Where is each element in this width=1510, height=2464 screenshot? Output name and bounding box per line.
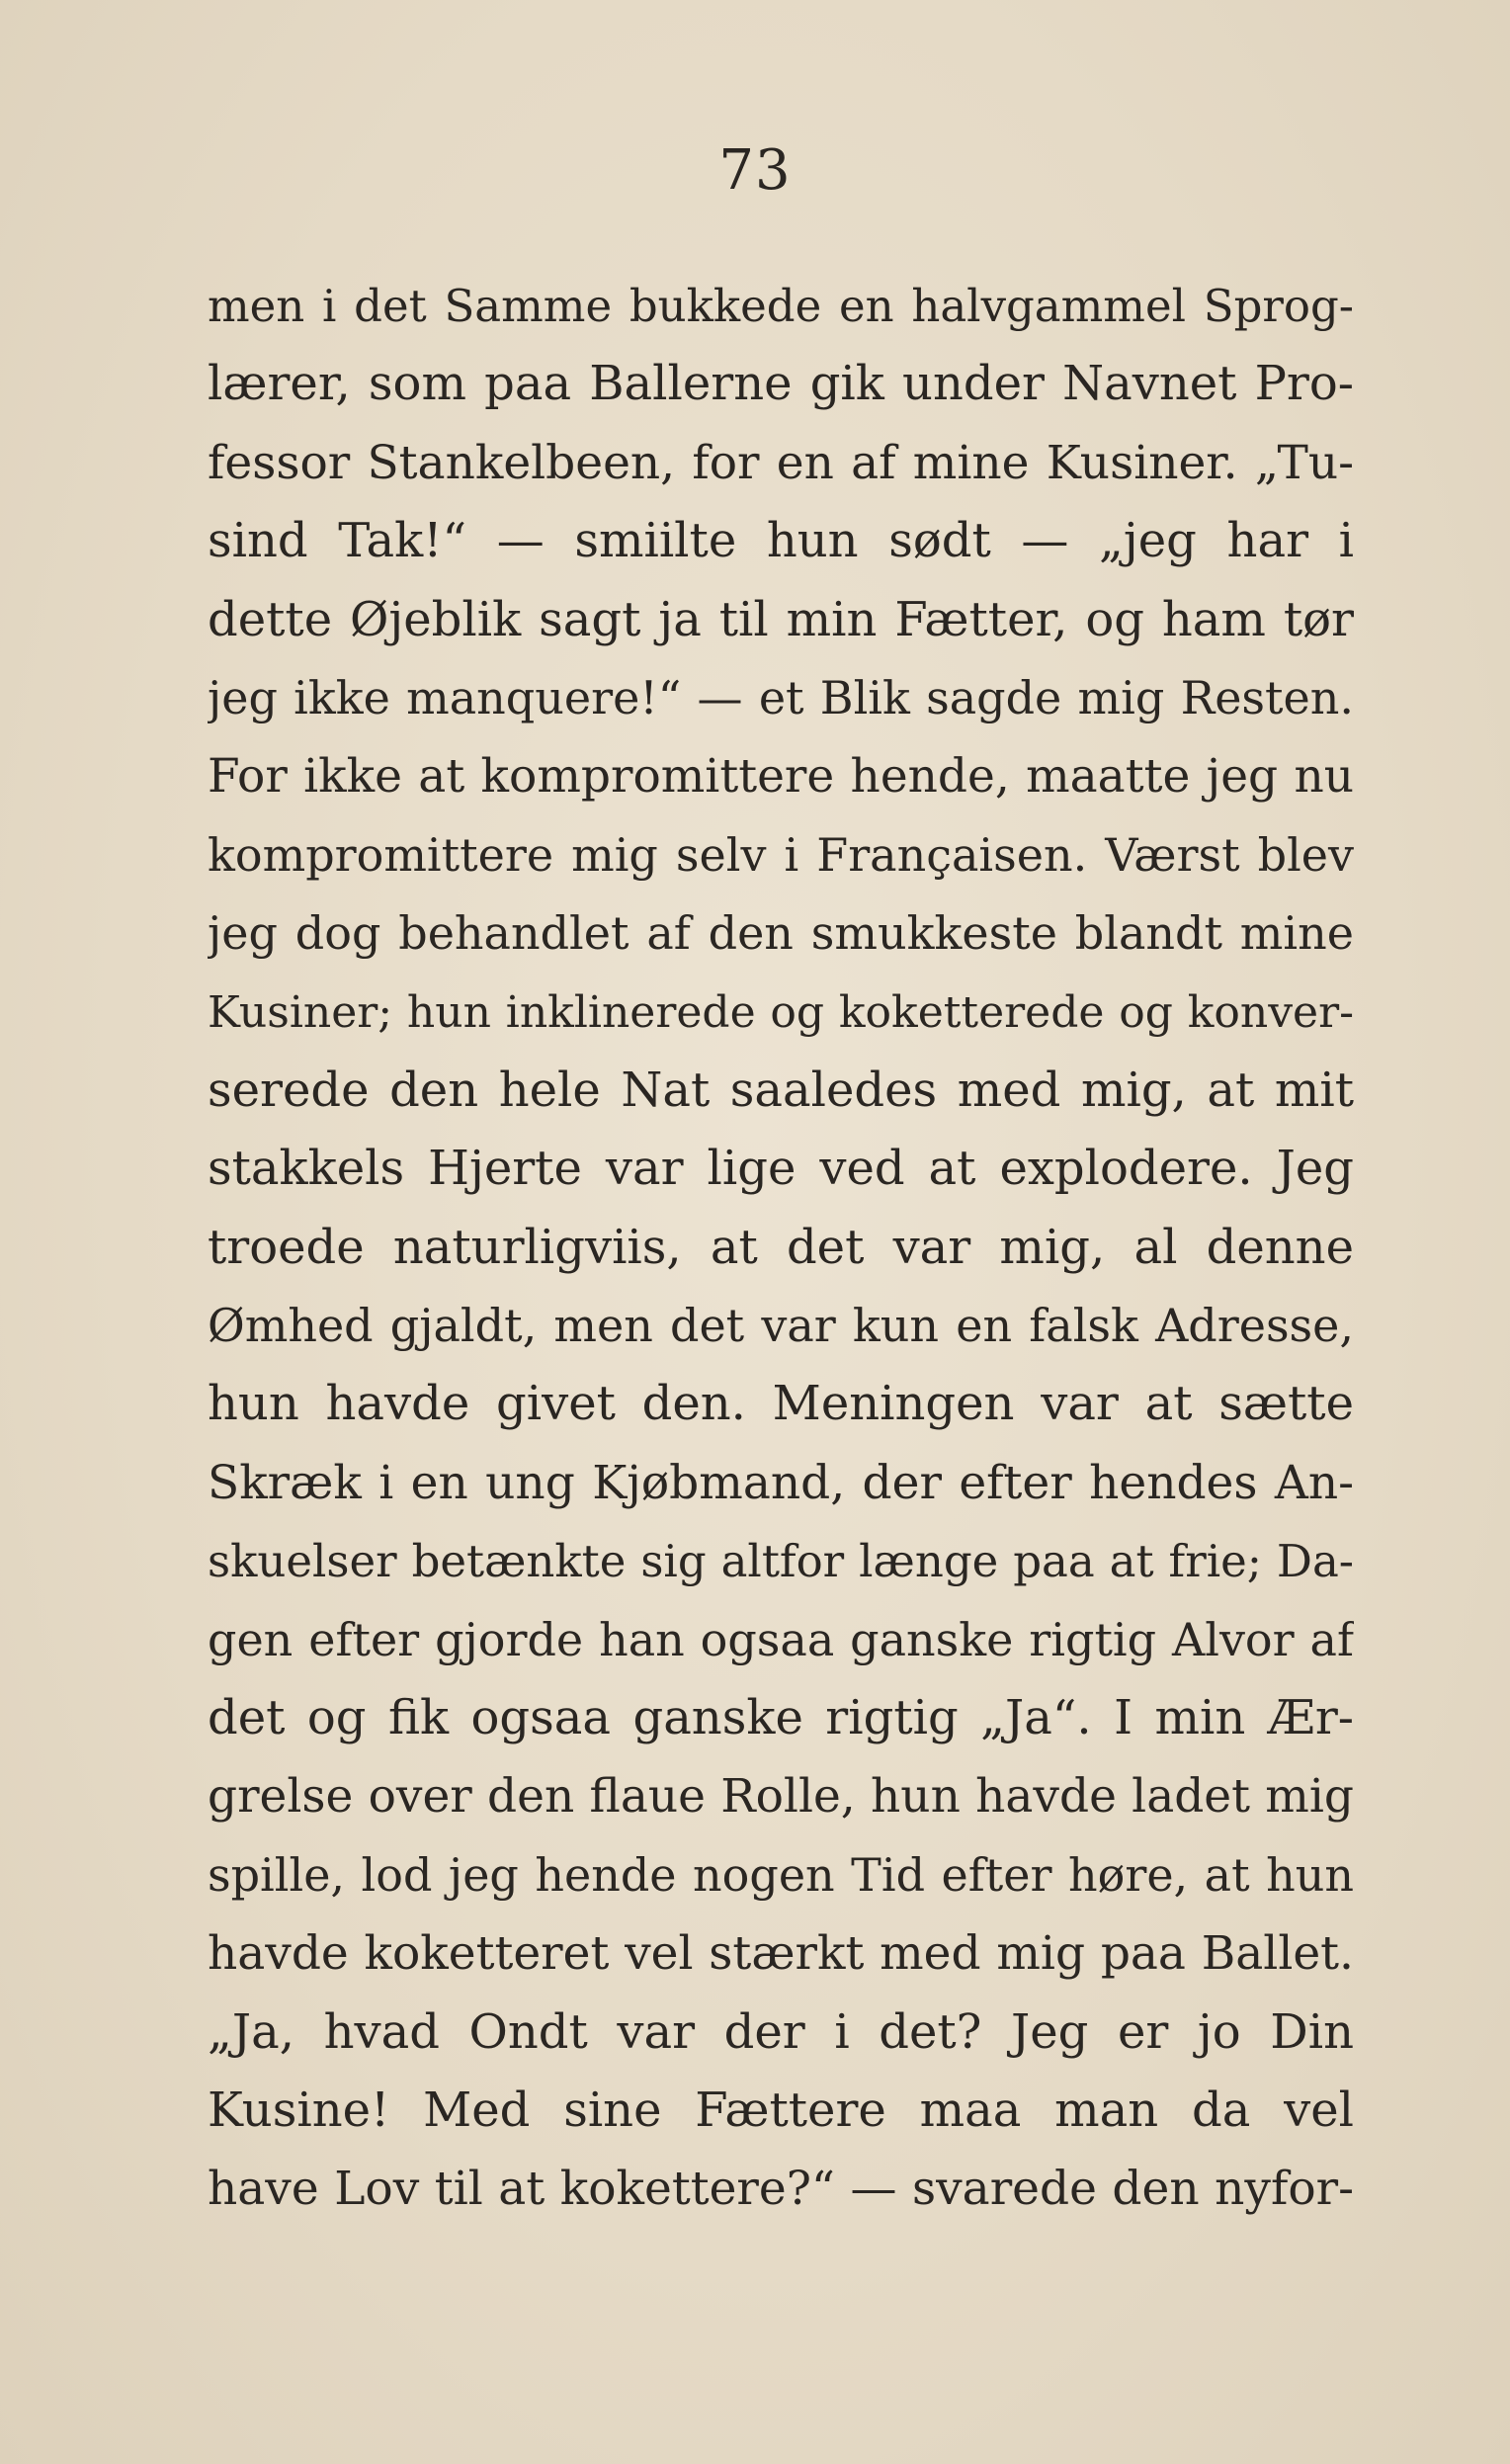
text-line: men i det Samme bukkede en halvgammel Sprog- [208,280,1354,332]
text-line: troede naturligviis, at det var mig, al denne [208,1219,1354,1275]
text-line: lærer, som paa Ballerne gik under Navnet Pro- [208,356,1354,412]
text-line: gen efter gjorde han ogsaa ganske rigtig Alvor af [208,1612,1354,1666]
body-text [208,267,1354,2229]
text-line: Kusiner; hun inklinerede og koketterede og konver- [208,986,1354,1038]
page-number: 73 [718,138,792,203]
text-line: serede den hele Nat saaledes med mig, at mit [208,1062,1354,1118]
text-line: Skræk i en ung Kjøbmand, der efter hendes An- [208,1455,1354,1510]
text-line: sind Tak!“ — smiilte hun sødt — „jeg har i [208,513,1354,569]
text-line: spille, lod jeg hende nogen Tid efter høre, at hun [208,1847,1354,1902]
text-line: det og fik ogsaa ganske rigtig „Ja“. I min Ær- [208,1690,1354,1746]
text-line: dette Øjeblik sagt ja til min Fætter, og ham tør [208,591,1354,647]
text-line: jeg dog behandlet af den smukkeste blandt mine [208,906,1354,961]
text-line: hun havde givet den. Meningen var at sætte [208,1376,1354,1432]
text-line: have Lov til at kokettere?“ — svarede den nyfor- [208,2162,1354,2217]
text-line: Ømhed gjaldt, men det var kun en falsk Adresse, [208,1299,1354,1353]
text-line: „Ja, hvad Ondt var der i det? Jeg er jo Din [208,2003,1354,2060]
text-line: grelse over den flaue Rolle, hun havde ladet mig [208,1769,1354,1825]
text-line: havde koketteret vel stærkt med mig paa Ballet. [208,1926,1354,1982]
text-line: For ikke at kompromittere hende, maatte jeg nu [208,749,1354,805]
text-line: kompromittere mig selv i Françaisen. Værst blev [208,827,1354,882]
text-line: Kusine! Med sine Fættere maa man da vel [208,2082,1354,2138]
text-line: skuelser betænkte sig altfor længe paa at frie; Da- [208,1535,1354,1588]
text-line: stakkels Hjerte var lige ved at explodere. Jeg [208,1141,1354,1197]
text-line: fessor Stankelbeen, for en af mine Kusiner. „Tu- [208,435,1354,490]
text-line: jeg ikke manquere!“ — et Blik sagde mig Resten. [208,670,1354,724]
